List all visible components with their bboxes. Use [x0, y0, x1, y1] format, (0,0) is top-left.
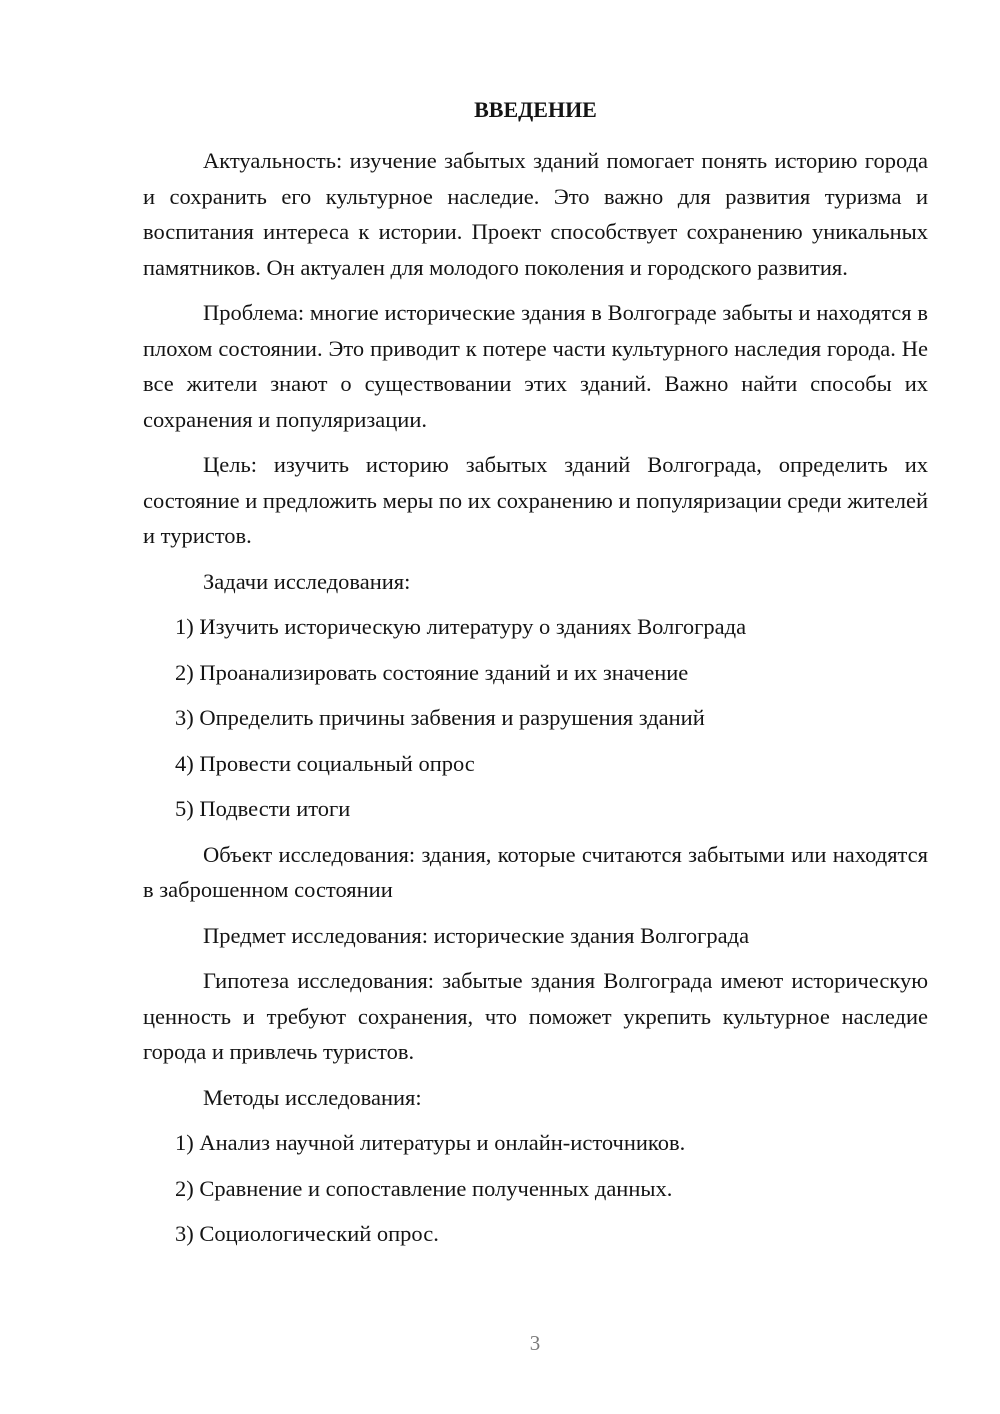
tasks-heading: Задачи исследования: — [203, 568, 411, 594]
relevance-paragraph: Актуальность: изучение забытых зданий помогает понять историю города и сохранить его культурное наследие. Это важно для развития туризма и воспитания интереса к истории. Проект способствует сохранению уникальных памятников. Он актуален для молодого поколения и городского развития. — [143, 148, 928, 280]
task-item: 3) Определить причины забвения и разрушения зданий — [175, 705, 705, 730]
document-body — [143, 92, 928, 1262]
methods-heading: Методы исследования: — [203, 1084, 422, 1110]
object-paragraph: Объект исследования: здания, которые считаются забытыми или находятся в заброшенном состоянии — [143, 841, 928, 902]
task-item: 5) Подвести итоги — [175, 796, 351, 821]
method-item: 1) Анализ научной литературы и онлайн-источников. — [175, 1130, 686, 1155]
problem-paragraph: Проблема: многие исторические здания в Волгограде забыты и находятся в плохом состоянии. Это приводит к потере части культурного наследия города. Не все жители знают о существовании этих зданий. Важно найти способы их сохранения и популяризации. — [143, 300, 928, 432]
method-item: 3) Социологический опрос. — [175, 1221, 439, 1246]
page-number: 3 — [529, 1331, 541, 1355]
subject-paragraph: Предмет исследования: исторические здания Волгограда — [203, 922, 750, 948]
task-item: 1) Изучить историческую литературу о зданиях Волгограда — [175, 614, 747, 639]
task-item: 2) Проанализировать состояние зданий и их значение — [175, 659, 689, 685]
section-title: ВВЕДЕНИЕ — [474, 97, 597, 122]
goal-paragraph: Цель: изучить историю забытых зданий Волгограда, определить их состояние и предложить меры по их сохранению и популяризации среди жителей и туристов. — [143, 452, 928, 548]
method-item: 2) Сравнение и сопоставление полученных данных. — [175, 1175, 673, 1201]
hypothesis-paragraph: Гипотеза исследования: забытые здания Волгограда имеют историческую ценность и требуют сохранения, что поможет укрепить культурное наследие города и привлечь туристов. — [143, 968, 928, 1064]
task-item: 4) Провести социальный опрос — [175, 750, 475, 776]
